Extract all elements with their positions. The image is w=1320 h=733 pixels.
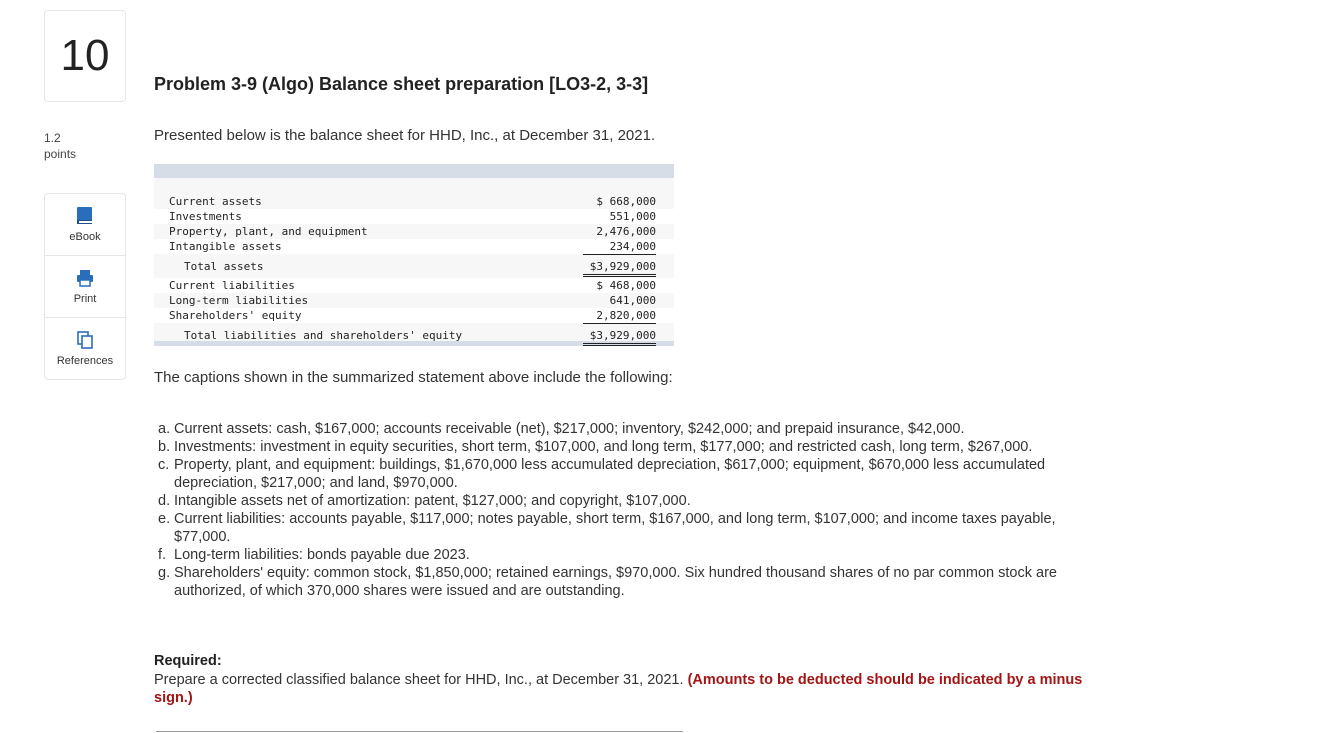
item-text: Investments: investment in equity securities, short term, $107,000, and long term, $177,000; and restricted cash, long term, $267,000.: [174, 439, 1033, 455]
ebook-button[interactable]: [45, 194, 125, 256]
bs-label: Long-term liabilities: [169, 294, 309, 307]
book-icon: [75, 206, 95, 226]
item-text: Current assets: cash, $167,000; accounts receivable (net), $217,000; inventory, $242,000; and prepaid insurance, $42,000.: [174, 421, 965, 437]
list-item: [158, 438, 1078, 456]
question-number: 10: [44, 10, 126, 102]
required-text: [154, 671, 1114, 707]
bs-row: [154, 194, 674, 209]
references-button[interactable]: [45, 318, 125, 379]
bs-label: Intangible assets: [169, 240, 282, 253]
bs-amount: $ 668,000: [596, 195, 656, 208]
item-text: Long-term liabilities: bonds payable due 2023.: [174, 547, 470, 563]
bs-row: [154, 308, 674, 323]
bs-amount: $ 468,000: [596, 279, 656, 292]
item-key: g.: [158, 565, 171, 581]
captions-intro: The captions shown in the summarized statement above include the following:: [154, 369, 673, 386]
bs-label: Investments: [169, 210, 242, 223]
references-label: References: [56, 355, 114, 367]
item-key: b.: [158, 439, 171, 455]
item-key: c.: [158, 457, 170, 473]
print-label: Print: [73, 293, 97, 305]
item-text: Shareholders' equity: common stock, $1,850,000; retained earnings, $970,000. Six hundred thousand shares of no par common stock are authorized, of which 370,000 shares were issued and are outstanding.: [174, 565, 1057, 599]
list-item: [158, 420, 1078, 438]
bs-row: [154, 209, 674, 224]
item-key: a.: [158, 421, 171, 437]
bs-label: Property, plant, and equipment: [169, 225, 368, 238]
item-key: f.: [158, 547, 167, 563]
item-text: Intangible assets net of amortization: patent, $127,000; and copyright, $107,000.: [174, 493, 691, 509]
bs-total-row: [154, 328, 674, 343]
bs-row: [154, 239, 674, 254]
points-value: 1.2: [44, 131, 61, 145]
balance-sheet: [154, 164, 674, 346]
item-key: d.: [158, 493, 171, 509]
bs-amount: 641,000: [609, 294, 656, 307]
ebook-label: eBook: [69, 231, 101, 243]
required-instruction: Prepare a corrected classified balance sheet for HHD, Inc., at December 31, 2021.: [154, 672, 684, 688]
bs-amount: 234,000: [583, 239, 656, 255]
divider: [156, 731, 683, 732]
points-label: points: [44, 147, 77, 161]
bs-amount: $3,929,000: [583, 328, 656, 346]
item-text: Property, plant, and equipment: buildings, $1,670,000 less accumulated depreciation, $617,000; equipment, $670,000 less accumulated depreciation, $217,000; and land, $970,000.: [174, 457, 1046, 491]
bs-row: [154, 278, 674, 293]
bs-amount: $3,929,000: [583, 259, 656, 277]
list-item: [158, 510, 1078, 546]
copy-icon: [75, 330, 95, 350]
bs-amount: 2,476,000: [596, 225, 656, 238]
list-item: [158, 564, 1078, 600]
list-item: [158, 546, 1078, 564]
points-display: [44, 130, 76, 162]
list-item: [158, 456, 1078, 492]
bs-label: Current assets: [169, 195, 262, 208]
bs-amount: 551,000: [609, 210, 656, 223]
bs-amount: 2,820,000: [583, 308, 656, 324]
problem-title: Problem 3-9 (Algo) Balance sheet preparation [LO3-2, 3-3]: [154, 74, 649, 94]
bs-label: Total liabilities and shareholders' equity: [184, 329, 463, 342]
required-note: (Amounts to be deducted should be indicated by a minus sign.): [154, 672, 1083, 706]
bs-row: [154, 224, 674, 239]
item-key: e.: [158, 511, 171, 527]
tool-panel: [44, 193, 126, 380]
bs-label: Total assets: [184, 260, 264, 273]
problem-intro: Presented below is the balance sheet for HHD, Inc., at December 31, 2021.: [154, 127, 656, 144]
list-item: [158, 492, 1078, 510]
bs-label: Shareholders' equity: [169, 309, 302, 322]
bs-total-row: [154, 259, 674, 274]
print-button[interactable]: [45, 256, 125, 318]
bs-label: Current liabilities: [169, 279, 295, 292]
bs-row: [154, 293, 674, 308]
captions-list: [158, 420, 1078, 600]
required-label: Required:: [154, 653, 222, 669]
printer-icon: [75, 268, 95, 288]
item-text: Current liabilities: accounts payable, $117,000; notes payable, short term, $167,000, and long term, $107,000; and income taxes payable, $77,000.: [174, 511, 1056, 545]
